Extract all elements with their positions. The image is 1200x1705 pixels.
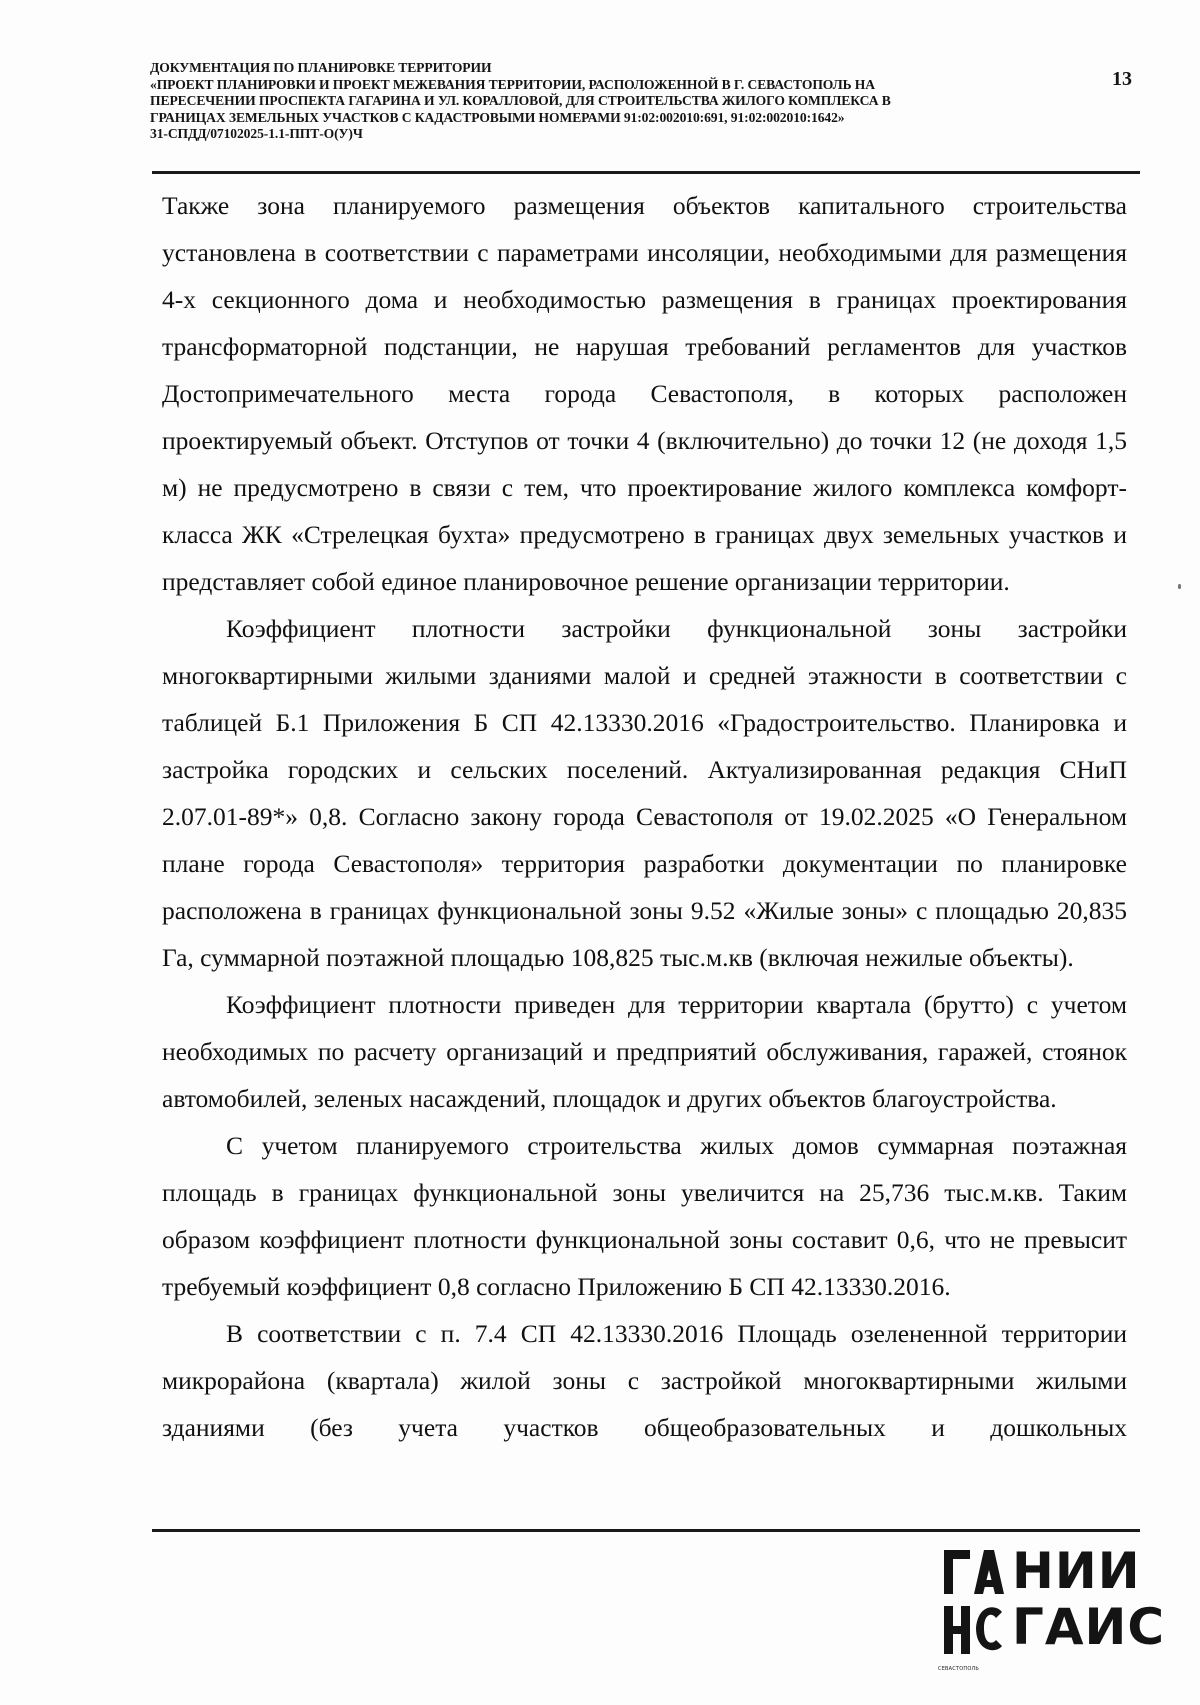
nii-gais-logo (938, 1540, 1166, 1680)
header-divider (152, 171, 1140, 174)
body-paragraph: Коэффициент плотности приведен для территории квартала (брутто) с учетом необходимых по расчету организаций и предприятий обслуживания, гаражей, стоянок автомобилей, зеленых насаждений, площадок и других объектов благоустройства. (162, 990, 1127, 1113)
header-line: ДОКУМЕНТАЦИЯ ПО ПЛАНИРОВКЕ ТЕРРИТОРИИ (150, 60, 492, 75)
header-line: «ПРОЕКТ ПЛАНИРОВКИ И ПРОЕКТ МЕЖЕВАНИЯ ТЕРРИТОРИИ, РАСПОЛОЖЕННОЙ В Г. СЕВАСТОПОЛЬ НА (150, 76, 875, 92)
logo-emblem-icon (940, 1540, 1004, 1680)
body-paragraph: Также зона планируемого размещения объектов капитального строительства установлена в соответствии с параметрами инсоляции, необходимыми для размещения 4-х секционного дома и необходимостью размещения в границах проектирования трансформаторной подстанции, не нарушая требований регламентов для участков Достопримечательного места города Севастополя, в которых расположен проектируемый объект. Отступов от точки 4 (включительно) до точки 12 (не доходя 1,5 м) не предусмотрено в связи с тем, что проектирование жилого комплекса комфорт-класса ЖК «Стрелецкая бухта» предусмотрено в границах двух земельных участков и представляет собой единое планировочное решение организации территории. (162, 191, 1127, 596)
body-paragraph: Коэффициент плотности застройки функциональной зоны застройки многоквартирными жилыми зданиями малой и средней этажности в соответствии с таблицей Б.1 Приложения Б СП 42.13330.2016 «Градостроительство. Планировка и застройка городских и сельских поселений. Актуализированная редакция СНиП 2.07.01-89*» 0,8. Согласно закону города Севастополя от 19.02.2025 «О Генеральном плане города Севастополя» территория разработки документации по планировке расположена в границах функциональной зоны 9.52 «Жилые зоны» с площадью 20,835 Га, суммарной поэтажной площадью 108,825 тыс.м.кв (включая нежилые объекты). (162, 614, 1127, 972)
scan-speck (1178, 584, 1181, 589)
footer-divider (152, 1529, 1140, 1532)
header-line: ГРАНИЦАХ ЗЕМЕЛЬНЫХ УЧАСТКОВ С КАДАСТРОВЫМИ НОМЕРАМИ 91:02:002010:691, 91:02:002010:1642» (150, 109, 845, 125)
document-header (150, 60, 1090, 143)
logo-city-label: СЕВАСТОПОЛЬ (938, 1666, 980, 1672)
header-line: ПЕРЕСЕЧЕНИИ ПРОСПЕКТА ГАГАРИНА И УЛ. КОРАЛЛОВОЙ, ДЛЯ СТРОИТЕЛЬСТВА ЖИЛОГО КОМПЛЕКСА В (150, 93, 891, 108)
page-number: 13 (1112, 68, 1132, 90)
body-paragraph: С учетом планируемого строительства жилых домов суммарная поэтажная площадь в границах функциональной зоны увеличится на 25,736 тыс.м.кв. Таким образом коэффициент плотности функциональной зоны составит 0,6, что не превысит требуемый коэффициент 0,8 согласно Приложению Б СП 42.13330.2016. (162, 1131, 1127, 1301)
header-line: 31-СПДД/07102025-1.1-ППТ-О(У)Ч (150, 126, 363, 141)
document-body (162, 182, 1127, 1451)
logo-text-nii: НИИ (1012, 1542, 1141, 1600)
body-paragraph: В соответствии с п. 7.4 СП 42.13330.2016 Площадь озелененной территории микрорайона (квартала) жилой зоны с застройкой многоквартирными жилыми зданиями (без учета участков общеобразовательных и дошкольных (162, 1319, 1127, 1442)
logo-text-gais: ГАИС (1012, 1598, 1166, 1656)
